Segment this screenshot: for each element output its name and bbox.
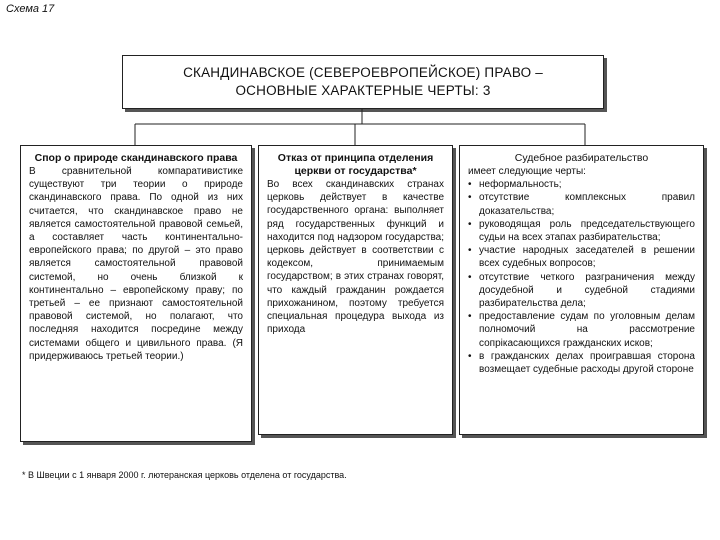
box-nature-dispute [20,145,252,442]
scheme-label: Схема 17 [6,3,55,15]
list-item: • участие народных заседателей в решении всех судебных вопросов; [468,244,695,270]
list-item: • отсутствие четкого разграничения между досудебной и судебной стадиями разбирательства дела; [468,271,695,311]
box-heading: Судебное разбирательство [514,152,649,164]
title-line-1: СКАНДИНАВСКОЕ (СЕВЕРОЕВРОПЕЙСКОЕ) ПРАВО – [183,65,543,80]
box-intro: имеет следующие черты: [468,166,586,177]
box-heading: Спор о природе скандинавского права [34,152,238,164]
feature-list [460,178,703,376]
list-item: • руководящая роль председательствующего судьи на всех этапах разбирательства; [468,218,695,244]
box-heading: Отказ от принципа отделения церкви от государства* [277,152,434,177]
box-text: Во всех скандинавских странах церковь действует в качестве государственного органа: выполняет ряд государственных функций и находится под надзором государства; церковь действует в соответствии с кодексом, принимаемым государством; в этих странах говорят, что каждый гражданин рождается прихожанином, поэтому требуется специальная процедура выхода из прихода [267,179,444,336]
box-court-proceedings [459,145,704,435]
footnote: * В Швеции с 1 января 2000 г. лютеранская церковь отделена от государства. [22,470,347,480]
title-line-2: ОСНОВНЫЕ ХАРАКТЕРНЫЕ ЧЕРТЫ: 3 [235,83,491,98]
list-item: • предоставление судам по уголовным делам полномочий на рассмотрение сопрікасающихся гражданских исков; [468,310,695,350]
list-item: • отсутствие комплексных правил доказательства; [468,191,695,217]
list-item: • в гражданских делах проигравшая сторона возмещает судебные расходы другой стороне [468,350,695,376]
box-text: В сравнительной компаративистике существуют три теории о природе скандинавского права. По одной из них считается, что скандинавское право не является самостоятельной правовой семьей, а составляет часть континентально-европейского права; по другой – это право является самостоятельной правовой системой, но очень близкой к континентально – европейскому праву; по третьей – ее признают самостоятельной правовой системой, но полагают, что последняя находится посредине между системами общего и цивильного права. (Я придерживаюсь третьей теории.) [29,166,243,362]
box-church-state [258,145,453,435]
list-item: • неформальность; [468,178,695,191]
